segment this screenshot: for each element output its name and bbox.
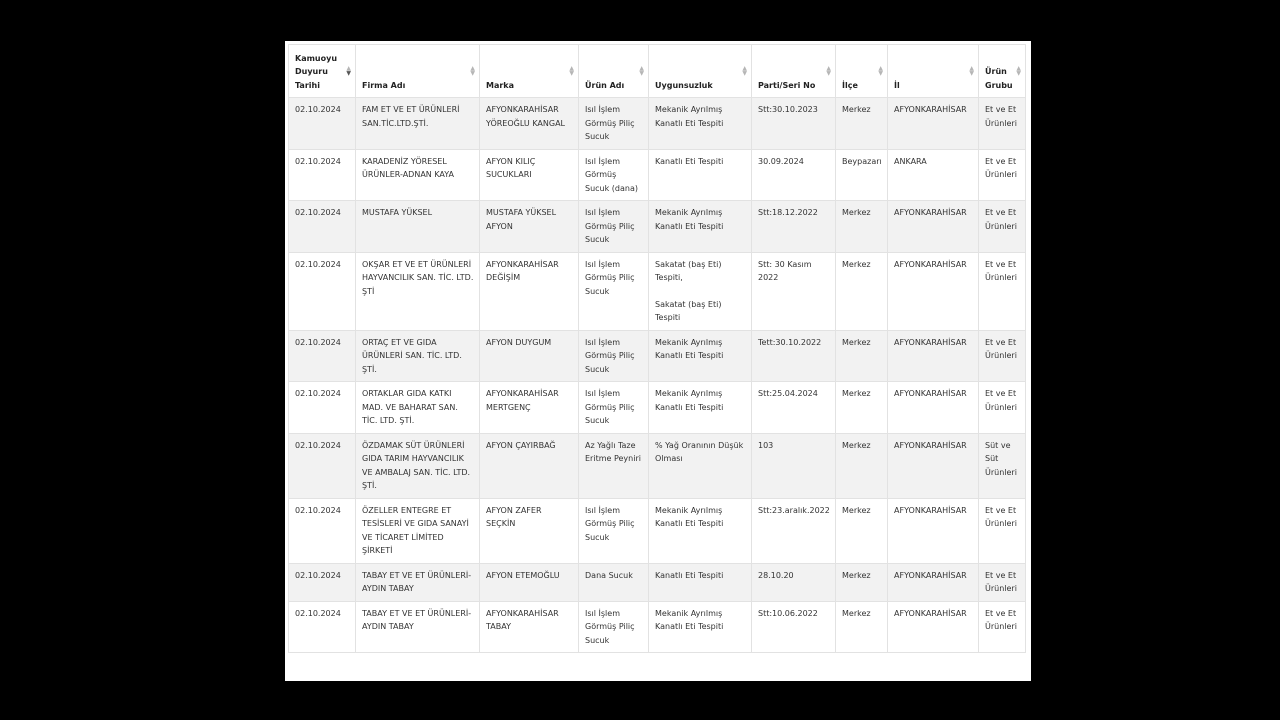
column-header-label: İl bbox=[894, 80, 900, 90]
table-cell: AFYONKARAHİSAR DEĞİŞİM bbox=[480, 252, 579, 330]
table-cell: Isıl İşlem Görmüş Piliç Sucuk bbox=[579, 382, 649, 434]
table-cell: Mekanik Ayrılmış Kanatlı Eti Tespiti bbox=[649, 601, 752, 653]
table-cell: Mekanik Ayrılmış Kanatlı Eti Tespiti bbox=[649, 98, 752, 150]
table-cell: Merkez bbox=[836, 601, 888, 653]
table-cell: Stt: 30 Kasım 2022 bbox=[752, 252, 836, 330]
table-cell: AFYONKARAHİSAR bbox=[888, 330, 979, 382]
table-cell: Merkez bbox=[836, 252, 888, 330]
table-cell: Mekanik Ayrılmış Kanatlı Eti Tespiti bbox=[649, 330, 752, 382]
table-row bbox=[289, 252, 1026, 330]
column-header-label: Firma Adı bbox=[362, 80, 406, 90]
table-cell: AFYONKARAHİSAR YÖREOĞLU KANGAL bbox=[480, 98, 579, 150]
table-cell: Et ve Et Ürünleri bbox=[979, 201, 1026, 253]
table-cell: AFYONKARAHİSAR MERTGENÇ bbox=[480, 382, 579, 434]
column-header-label: Ürün Grubu bbox=[985, 67, 1013, 90]
table-row bbox=[289, 201, 1026, 253]
table-cell: OKŞAR ET VE ET ÜRÜNLERİ HAYVANCILIK SAN. TİC. LTD. ŞTİ bbox=[356, 252, 480, 330]
column-header-label: Marka bbox=[486, 80, 515, 90]
table-cell: AFYONKARAHİSAR bbox=[888, 563, 979, 601]
table-cell: ÖZELLER ENTEGRE ET TESİSLERİ VE GIDA SANAYİ VE TİCARET LİMİTED ŞİRKETİ bbox=[356, 498, 480, 563]
table-cell: Et ve Et Ürünleri bbox=[979, 563, 1026, 601]
table-row bbox=[289, 563, 1026, 601]
table-cell: Stt:25.04.2024 bbox=[752, 382, 836, 434]
table-cell: Et ve Et Ürünleri bbox=[979, 382, 1026, 434]
sort-arrows-icon[interactable]: ▲ ▼ bbox=[742, 65, 747, 77]
table-cell: Kanatlı Eti Tespiti bbox=[649, 563, 752, 601]
table-cell: Et ve Et Ürünleri bbox=[979, 149, 1026, 201]
sort-arrows-icon[interactable]: ▲ ▼ bbox=[826, 65, 831, 77]
table-cell: 02.10.2024 bbox=[289, 563, 356, 601]
table-cell: Et ve Et Ürünleri bbox=[979, 252, 1026, 330]
table-cell: Isıl İşlem Görmüş Piliç Sucuk bbox=[579, 498, 649, 563]
table-cell: MUSTAFA YÜKSEL AFYON bbox=[480, 201, 579, 253]
table-cell: AFYONKARAHİSAR bbox=[888, 433, 979, 498]
column-header-label: Uygunsuzluk bbox=[655, 80, 713, 90]
table-cell: AFYONKARAHİSAR TABAY bbox=[480, 601, 579, 653]
column-header[interactable] bbox=[888, 45, 979, 98]
table-cell: Isıl İşlem Görmüş Piliç Sucuk bbox=[579, 601, 649, 653]
table-cell: 02.10.2024 bbox=[289, 201, 356, 253]
table-cell: Az Yağlı Taze Eritme Peyniri bbox=[579, 433, 649, 498]
table-cell: Stt:18.12.2022 bbox=[752, 201, 836, 253]
table-cell: AFYON ÇAYIRBAĞ bbox=[480, 433, 579, 498]
table-cell: 02.10.2024 bbox=[289, 98, 356, 150]
table-cell: AFYON ETEMOĞLU bbox=[480, 563, 579, 601]
table-cell: Stt:23.aralık.2022 bbox=[752, 498, 836, 563]
table-cell: Isıl İşlem Görmüş Sucuk (dana) bbox=[579, 149, 649, 201]
table-cell: 02.10.2024 bbox=[289, 149, 356, 201]
table-row bbox=[289, 601, 1026, 653]
sort-arrows-icon[interactable]: ▲ ▼ bbox=[1016, 65, 1021, 77]
table-cell: 103 bbox=[752, 433, 836, 498]
column-header-label: Kamuoyu Duyuru Tarihi bbox=[295, 53, 338, 90]
sort-arrows-icon[interactable]: ▲ ▼ bbox=[969, 65, 974, 77]
table-cell: AFYONKARAHİSAR bbox=[888, 498, 979, 563]
table-cell: Mekanik Ayrılmış Kanatlı Eti Tespiti bbox=[649, 201, 752, 253]
table-cell: Stt:30.10.2023 bbox=[752, 98, 836, 150]
table-cell: AFYON DUYGUM bbox=[480, 330, 579, 382]
table-body bbox=[289, 98, 1026, 653]
table-row bbox=[289, 330, 1026, 382]
table-cell: ANKARA bbox=[888, 149, 979, 201]
table-cell: Merkez bbox=[836, 498, 888, 563]
sort-arrows-icon[interactable]: ▲ ▼ bbox=[639, 65, 644, 77]
column-header-label: İlçe bbox=[842, 80, 858, 90]
sort-arrows-icon[interactable]: ▲ ▼ bbox=[470, 65, 475, 77]
table-cell: Merkez bbox=[836, 433, 888, 498]
table-row bbox=[289, 98, 1026, 150]
column-header[interactable] bbox=[356, 45, 480, 98]
table-cell: Dana Sucuk bbox=[579, 563, 649, 601]
table-cell: Merkez bbox=[836, 382, 888, 434]
table-cell: AFYONKARAHİSAR bbox=[888, 98, 979, 150]
column-header-label: Ürün Adı bbox=[585, 80, 625, 90]
table-cell: AFYONKARAHİSAR bbox=[888, 601, 979, 653]
table-cell: Et ve Et Ürünleri bbox=[979, 601, 1026, 653]
column-header[interactable] bbox=[579, 45, 649, 98]
table-cell: TABAY ET VE ET ÜRÜNLERİ-AYDIN TABAY bbox=[356, 563, 480, 601]
column-header[interactable] bbox=[752, 45, 836, 98]
table-cell: Isıl İşlem Görmüş Piliç Sucuk bbox=[579, 98, 649, 150]
sort-arrows-icon[interactable]: ▲ ▼ bbox=[569, 65, 574, 77]
table-row bbox=[289, 433, 1026, 498]
table-cell: MUSTAFA YÜKSEL bbox=[356, 201, 480, 253]
table-cell: Merkez bbox=[836, 330, 888, 382]
table-cell: Merkez bbox=[836, 98, 888, 150]
table-cell: Et ve Et Ürünleri bbox=[979, 498, 1026, 563]
table-cell: 02.10.2024 bbox=[289, 433, 356, 498]
table-row bbox=[289, 149, 1026, 201]
table-cell: Merkez bbox=[836, 201, 888, 253]
table-cell: Kanatlı Eti Tespiti bbox=[649, 149, 752, 201]
column-header[interactable] bbox=[649, 45, 752, 98]
table-cell: 02.10.2024 bbox=[289, 252, 356, 330]
recall-table-card bbox=[285, 41, 1031, 681]
column-header[interactable] bbox=[836, 45, 888, 98]
table-cell: 02.10.2024 bbox=[289, 601, 356, 653]
table-cell: Beypazarı bbox=[836, 149, 888, 201]
table-cell: 28.10.20 bbox=[752, 563, 836, 601]
table-cell: 02.10.2024 bbox=[289, 498, 356, 563]
column-header-label: Parti/Seri No bbox=[758, 80, 816, 90]
table-cell: AFYON ZAFER SEÇKİN bbox=[480, 498, 579, 563]
table-cell: AFYON KILIÇ SUCUKLARI bbox=[480, 149, 579, 201]
column-header[interactable] bbox=[289, 45, 356, 98]
table-cell: Süt ve Süt Ürünleri bbox=[979, 433, 1026, 498]
table-cell: ÖZDAMAK SÜT ÜRÜNLERİ GIDA TARIM HAYVANCILIK VE AMBALAJ SAN. TİC. LTD. ŞTİ. bbox=[356, 433, 480, 498]
table-cell: 02.10.2024 bbox=[289, 382, 356, 434]
table-cell: Stt:10.06.2022 bbox=[752, 601, 836, 653]
table-cell: TABAY ET VE ET ÜRÜNLERİ-AYDIN TABAY bbox=[356, 601, 480, 653]
table-cell: Isıl İşlem Görmüş Piliç Sucuk bbox=[579, 330, 649, 382]
table-cell: % Yağ Oranının Düşük Olması bbox=[649, 433, 752, 498]
table-cell: Mekanik Ayrılmış Kanatlı Eti Tespiti bbox=[649, 382, 752, 434]
table-cell: Isıl İşlem Görmüş Piliç Sucuk bbox=[579, 252, 649, 330]
sort-arrows-icon[interactable]: ▲ ▼ bbox=[878, 65, 883, 77]
sort-arrows-icon[interactable]: ▲ ▼ bbox=[346, 65, 351, 77]
column-header[interactable] bbox=[979, 45, 1026, 98]
table-row bbox=[289, 382, 1026, 434]
table-row bbox=[289, 498, 1026, 563]
recall-table bbox=[288, 44, 1026, 653]
table-cell: Mekanik Ayrılmış Kanatlı Eti Tespiti bbox=[649, 498, 752, 563]
table-cell: KARADENİZ YÖRESEL ÜRÜNLER-ADNAN KAYA bbox=[356, 149, 480, 201]
table-cell: Isıl İşlem Görmüş Piliç Sucuk bbox=[579, 201, 649, 253]
table-cell: Et ve Et Ürünleri bbox=[979, 98, 1026, 150]
table-cell: ORTAKLAR GIDA KATKI MAD. VE BAHARAT SAN. TİC. LTD. ŞTİ. bbox=[356, 382, 480, 434]
table-cell: FAM ET VE ET ÜRÜNLERİ SAN.TİC.LTD.ŞTİ. bbox=[356, 98, 480, 150]
column-header[interactable] bbox=[480, 45, 579, 98]
table-cell: AFYONKARAHİSAR bbox=[888, 201, 979, 253]
table-cell: 30.09.2024 bbox=[752, 149, 836, 201]
table-cell: ORTAÇ ET VE GIDA ÜRÜNLERİ SAN. TİC. LTD. ŞTİ. bbox=[356, 330, 480, 382]
table-cell: Tett:30.10.2022 bbox=[752, 330, 836, 382]
table-cell: Et ve Et Ürünleri bbox=[979, 330, 1026, 382]
table-cell: AFYONKARAHİSAR bbox=[888, 252, 979, 330]
table-cell: Sakatat (baş Eti) Tespiti, Sakatat (baş Eti) Tespiti bbox=[649, 252, 752, 330]
table-cell: 02.10.2024 bbox=[289, 330, 356, 382]
table-cell: AFYONKARAHİSAR bbox=[888, 382, 979, 434]
table-cell: Merkez bbox=[836, 563, 888, 601]
table-header-row bbox=[289, 45, 1026, 98]
